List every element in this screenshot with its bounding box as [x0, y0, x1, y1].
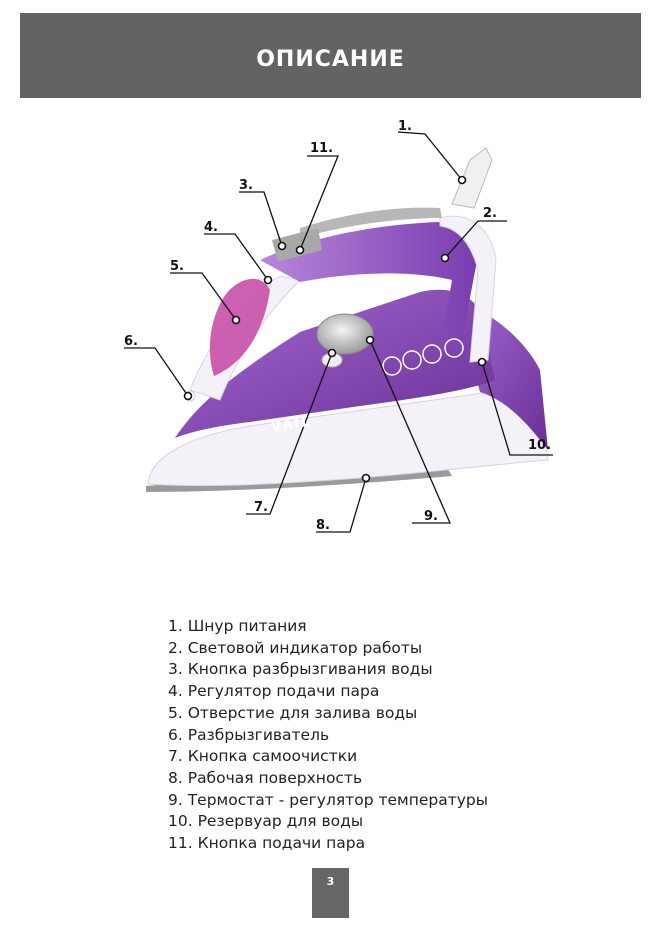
page-number: 3: [326, 875, 335, 888]
callout-label-9: 9.: [424, 509, 438, 524]
callout-label-4: 4.: [204, 220, 218, 235]
list-item: 6. Разбрызгиватель: [168, 725, 330, 744]
list-item: 8. Рабочая поверхность: [168, 768, 363, 787]
page-title: ОПИСАНИЕ: [256, 47, 405, 72]
callout-label-10: 10.: [528, 438, 552, 453]
callout-label-2: 2.: [483, 206, 497, 221]
page-header: [20, 13, 641, 98]
page-number-box: [312, 868, 349, 918]
list-item: 1. Шнур питания: [168, 617, 307, 635]
callout-label-3: 3.: [239, 178, 253, 193]
list-item: 11. Кнопка подачи пара: [168, 834, 366, 853]
callout-label-11: 11.: [310, 141, 334, 156]
power-cord: [452, 148, 492, 208]
brand-logo: VAIL: [270, 414, 313, 435]
list-item: 9. Термостат - регулятор температуры: [168, 790, 489, 809]
callout-label-1: 1.: [398, 119, 412, 134]
thermostat-dial: [317, 314, 373, 354]
parts-list: [168, 616, 488, 855]
list-item: 2. Световой индикатор работы: [168, 638, 423, 657]
callout-label-5: 5.: [170, 259, 184, 274]
list-item: 5. Отверстие для залива воды: [168, 703, 418, 722]
callout-label-6: 6.: [124, 334, 138, 349]
list-item: 7. Кнопка самоочистки: [168, 747, 358, 766]
list-item: 10. Резервуар для воды: [168, 812, 364, 831]
list-item: 4. Регулятор подачи пара: [168, 682, 380, 701]
iron-diagram: [0, 100, 658, 560]
list-item: 3. Кнопка разбрызгивания воды: [168, 660, 433, 679]
iron-illustration: [146, 148, 548, 492]
callout-label-8: 8.: [316, 518, 330, 533]
callout-label-7: 7.: [254, 500, 268, 515]
